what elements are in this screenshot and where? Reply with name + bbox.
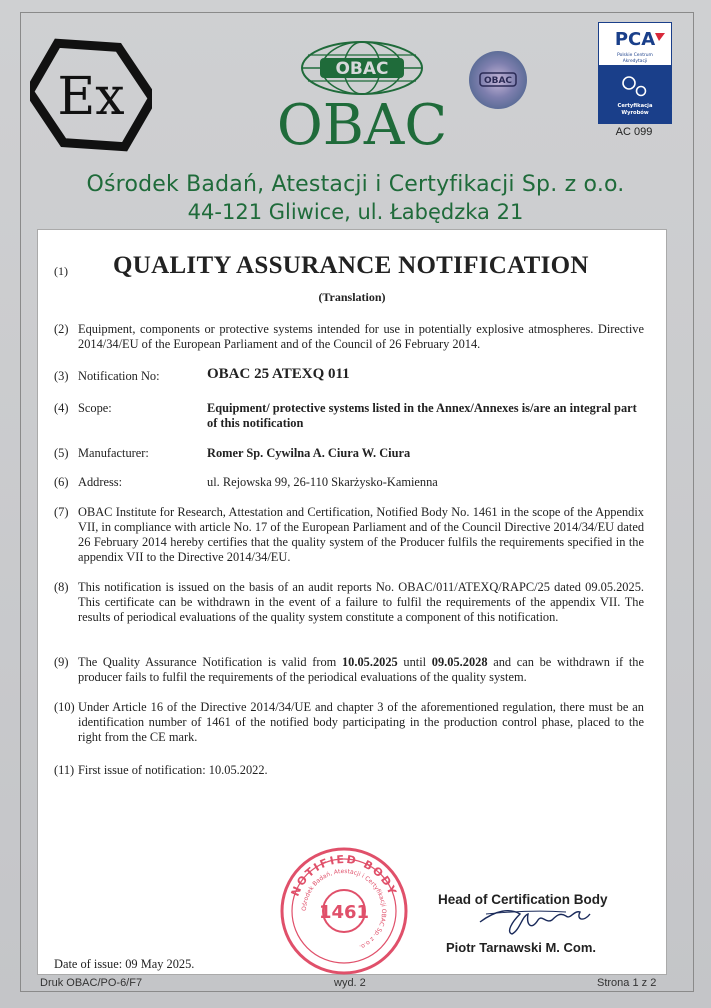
ex-symbol-text: Ex bbox=[57, 67, 125, 127]
page-number: Strona 1 z 2 bbox=[597, 977, 657, 989]
org-address: 44-121 Gliwice, ul. Łabędzka 21 bbox=[187, 200, 524, 224]
item-text: OBAC Institute for Research, Attestation and Certification, Notified Body No. 1461 in the scope of the Appendix VII, in compliance with article No. 17 of the European Parliament and of the Council Directive 2014/34/EU dated 26 February 2014 hereby certifies that the quality system of the Producer fulfils the requirements specified in the appendix VII to the Directive 2014/34/EU. bbox=[78, 505, 645, 564]
item-label: Address: bbox=[78, 475, 123, 489]
pca-accreditation-badge bbox=[598, 22, 672, 124]
item-number: (3) bbox=[54, 369, 69, 383]
scope-value: Equipment/ protective systems listed in the Annex/Annexes is/are an integral part of this notification bbox=[207, 401, 637, 430]
title-number: (1) bbox=[54, 264, 68, 278]
form-code: Druk OBAC/PO-6/F7 bbox=[40, 977, 143, 989]
item-number: (4) bbox=[54, 401, 69, 415]
item-text: First issue of notification: 10.05.2022. bbox=[78, 763, 268, 777]
pca-accreditation-code: AC 099 bbox=[615, 126, 653, 138]
valid-to-date: 09.05.2028 bbox=[431, 655, 488, 669]
obac-logo-large-text: OBAC bbox=[276, 93, 448, 150]
item-label: Manufacturer: bbox=[78, 446, 149, 460]
item-text: Under Article 16 of the Directive 2014/34/UE and chapter 3 of the aforementioned regulation, there must be an identification number of 1461 of the notified body participating in the production control phase, placed to the right from the CE mark. bbox=[78, 700, 644, 744]
pca-line3: Certyfikacja bbox=[617, 103, 653, 109]
item-number: (7) bbox=[54, 505, 69, 519]
item-number: (10) bbox=[54, 700, 75, 714]
pca-line1: Polskie Centrum bbox=[617, 53, 653, 58]
pca-line2: Akredytacji bbox=[622, 59, 648, 64]
item-label: Scope: bbox=[78, 401, 112, 415]
obac-logo-small-text: OBAC bbox=[335, 59, 389, 79]
signatory-title: Head of Certification Body bbox=[438, 892, 608, 907]
item-number: (8) bbox=[54, 580, 69, 594]
handwritten-signature bbox=[476, 900, 596, 940]
validity-text-b: until bbox=[397, 655, 432, 669]
manufacturer-value: Romer Sp. Cywilna A. Ciura W. Ciura bbox=[207, 446, 411, 460]
item-text: This notification is issued on the basis of an audit reports No. OBAC/011/ATEXQ/RAPC/25 dated 09.05.2025. This certificate can be withdrawn in the event of a failure to fulfil the requirements of the appendix VII. The results of periodical evaluations of the quality system constitute a component of this notification. bbox=[78, 580, 644, 624]
stamp-number: 1461 bbox=[318, 902, 370, 923]
pca-line4: Wyrobów bbox=[621, 110, 649, 116]
stamp-top-text: NOTIFIED BODY bbox=[288, 852, 400, 899]
item-number: (6) bbox=[54, 475, 69, 489]
obac-logo bbox=[262, 38, 462, 150]
hologram-seal bbox=[468, 50, 528, 110]
notification-number: OBAC 25 ATEXQ 011 bbox=[207, 366, 350, 382]
svg-text:NOTIFIED BODY bbox=[289, 853, 400, 898]
validity-text-c: and can be withdrawn if the producer fails to fulfil the requirements of the periodical evaluations of the quality system. bbox=[78, 655, 644, 684]
ex-hexagon-logo bbox=[30, 36, 152, 154]
item-text bbox=[78, 655, 644, 685]
org-name: Ośrodek Badań, Atestacji i Certyfikacji Sp. z o.o. bbox=[86, 172, 625, 197]
item-text: Equipment, components or protective systems intended for use in potentially explosive atmospheres. Directive 2014/34/EU of the European Parliament and of the Council of 26 February 2014. bbox=[78, 322, 644, 351]
address-value: ul. Rejowska 99, 26-110 Skarżysko-Kamienna bbox=[207, 475, 438, 489]
notified-body-stamp bbox=[278, 845, 410, 977]
signatory-name: Piotr Tarnawski M. Com. bbox=[446, 940, 597, 955]
form-version: wyd. 2 bbox=[334, 977, 366, 989]
date-of-issue: Date of issue: 09 May 2025. bbox=[54, 957, 195, 971]
valid-from-date: 10.05.2025 bbox=[341, 655, 398, 669]
pca-brand-text: PCA bbox=[614, 29, 656, 50]
item-number: (5) bbox=[54, 446, 69, 460]
item-number: (11) bbox=[54, 763, 75, 777]
stamp-ring-text: Ośrodek Badań, Atestacji i Certyfikacji OBAC Sp. z o.o. bbox=[300, 867, 388, 951]
certificate-body bbox=[37, 229, 667, 975]
item-number: (2) bbox=[54, 322, 69, 336]
hologram-text: OBAC bbox=[483, 76, 513, 86]
item-label: Notification No: bbox=[78, 369, 160, 383]
document-title: QUALITY ASSURANCE NOTIFICATION bbox=[113, 252, 589, 279]
validity-text-a: The Quality Assurance Notification is valid from bbox=[78, 655, 342, 669]
document-subtitle: (Translation) bbox=[318, 290, 386, 304]
item-number: (9) bbox=[54, 655, 69, 669]
